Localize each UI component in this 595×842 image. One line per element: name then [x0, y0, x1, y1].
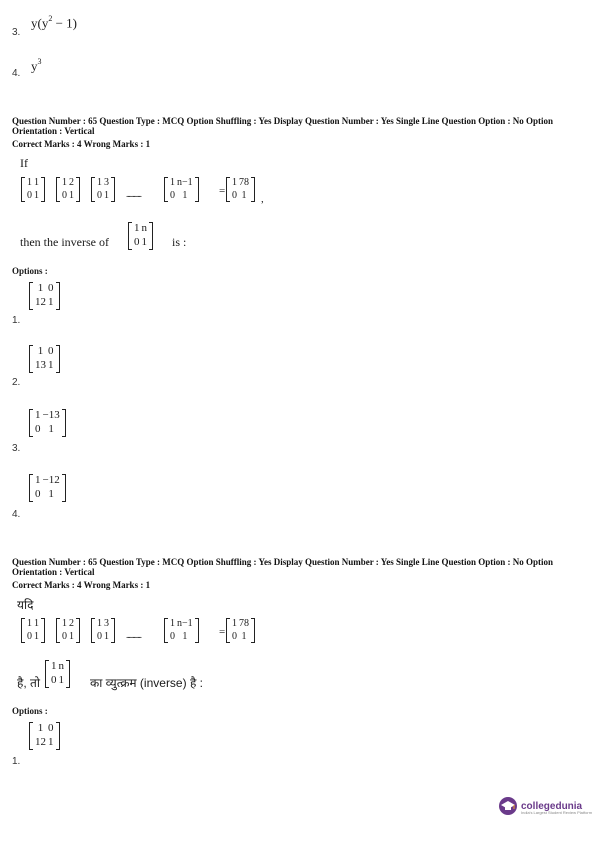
matrix	[128, 222, 153, 250]
matrix-bracket	[56, 282, 60, 310]
question-header: Question Number : 65 Question Type : MCQ Option Shuffling : Yes Display Question Number : Yes Single Line Question Option : No Option Orientation : Vertical	[12, 557, 553, 577]
matrix-entry: 1	[97, 177, 102, 188]
question-marks: Correct Marks : 4 Wrong Marks : 1	[12, 580, 151, 590]
matrix-entry: 12	[35, 735, 46, 748]
matrix-entry: 0	[48, 722, 54, 734]
matrix-bracket	[128, 222, 132, 250]
matrix-entry: 1	[69, 630, 74, 642]
option-matrix	[29, 722, 60, 750]
matrix-entry: 1	[62, 618, 67, 629]
matrix-bracket	[76, 177, 80, 202]
matrix-entry: 3	[104, 177, 109, 188]
matrix-entry: −13	[42, 409, 60, 421]
matrix-bracket	[56, 345, 60, 373]
matrix-bracket	[62, 474, 66, 502]
matrix-entry: 0	[35, 422, 41, 435]
matrix-entry: 1	[35, 409, 41, 421]
matrix-entry: 1	[241, 189, 247, 201]
comma: ,	[261, 193, 264, 205]
matrix-entry: 1	[34, 189, 39, 201]
matrix-entry: 1	[170, 177, 175, 188]
matrix-bracket	[91, 618, 95, 643]
question-if-text: यदि	[17, 598, 34, 612]
matrix-entry: 0	[97, 189, 102, 201]
matrix	[45, 660, 70, 688]
matrix-entry: 1	[48, 358, 54, 371]
matrix	[226, 618, 255, 643]
matrix-bracket	[62, 409, 66, 437]
matrix-bracket	[195, 618, 199, 643]
matrix-entry: 1	[37, 722, 44, 734]
matrix-entry: 0	[27, 189, 32, 201]
option-number: 1.	[12, 756, 21, 767]
matrix-bracket	[45, 660, 49, 688]
matrix-entry: 0	[35, 487, 41, 500]
matrix-bracket	[41, 177, 45, 202]
equals-sign: =	[219, 185, 226, 197]
matrix-entry: 1	[141, 235, 147, 248]
ellipsis: ............	[126, 630, 141, 640]
matrix-entry: 0	[48, 282, 54, 294]
matrix-entry: 0	[134, 235, 140, 248]
matrix-bracket	[111, 177, 115, 202]
option-matrix	[29, 474, 66, 502]
matrix-entry: 3	[104, 618, 109, 629]
matrix-entry: 1	[34, 177, 39, 188]
matrix	[56, 177, 80, 202]
matrix-entry: 1	[27, 177, 32, 188]
matrix-entry: 1	[62, 177, 67, 188]
matrix-bracket	[76, 618, 80, 643]
matrix-entry: n	[58, 660, 64, 672]
matrix-entry: 0	[232, 189, 237, 201]
matrix	[21, 618, 45, 643]
matrix-entry: 0	[232, 630, 237, 642]
matrix-entry: 0	[62, 189, 67, 201]
matrix-entry: 1	[241, 630, 247, 642]
matrix-entry: n	[141, 222, 147, 234]
matrix-bracket	[29, 474, 33, 502]
matrix-entry: 1	[34, 630, 39, 642]
matrix-entry: 78	[239, 177, 249, 188]
matrix-entry: 1	[48, 735, 54, 748]
matrix-entry: n−1	[177, 618, 193, 629]
matrix-entry: 1	[104, 189, 109, 201]
matrix-entry: 0	[97, 630, 102, 642]
option-number: 4.	[12, 509, 21, 520]
matrix-bracket	[66, 660, 70, 688]
option-expression: $y^3$	[31, 57, 42, 74]
matrix-bracket	[41, 618, 45, 643]
option-number: 1.	[12, 315, 21, 326]
matrix-entry: 1	[182, 630, 188, 642]
option-matrix	[29, 409, 66, 437]
matrix-entry: 0	[27, 630, 32, 642]
matrix	[21, 177, 45, 202]
matrix-entry: −12	[42, 474, 60, 486]
question-header: Question Number : 65 Question Type : MCQ Option Shuffling : Yes Display Question Number : Yes Single Line Question Option : No Option Orientation : Vertical	[12, 116, 553, 136]
matrix-bracket	[29, 722, 33, 750]
matrix-entry: 1	[35, 474, 41, 486]
brand-logo	[498, 796, 593, 816]
matrix-bracket	[91, 177, 95, 202]
matrix-bracket	[21, 177, 25, 202]
matrix-entry: 1	[48, 487, 54, 500]
matrix-bracket	[29, 345, 33, 373]
matrix-entry: 0	[170, 630, 175, 642]
matrix-entry: 1	[97, 618, 102, 629]
option-number: 3.	[12, 443, 21, 454]
matrix-entry: 2	[69, 618, 74, 629]
equals-sign: =	[219, 626, 226, 638]
matrix-entry: 1	[37, 345, 44, 357]
matrix-bracket	[21, 618, 25, 643]
question-marks: Correct Marks : 4 Wrong Marks : 1	[12, 139, 151, 149]
matrix-entry: 1	[182, 189, 188, 201]
question-if-text: If	[20, 156, 28, 170]
question-is-text: is :	[172, 235, 187, 249]
question-then-text: है, तो	[17, 676, 40, 690]
matrix	[56, 618, 80, 643]
option-expression: $y(y^2 - 1)$	[31, 14, 78, 31]
question-inverse-text: का व्युत्क्रम (inverse) है :	[90, 676, 203, 690]
matrix-entry: 1	[51, 660, 57, 672]
option-matrix	[29, 282, 60, 310]
matrix-bracket	[164, 618, 168, 643]
matrix-bracket	[56, 618, 60, 643]
brand-name: collegedunia	[521, 800, 583, 812]
options-label: Options :	[12, 706, 48, 716]
matrix-bracket	[149, 222, 153, 250]
matrix-entry: 1	[48, 422, 54, 435]
matrix-entry: 1	[69, 189, 74, 201]
matrix-entry: 1	[58, 673, 64, 686]
matrix-entry: 0	[48, 345, 54, 357]
matrix-entry: 0	[51, 673, 57, 686]
matrix-entry: 1	[48, 295, 54, 308]
option-matrix	[29, 345, 60, 373]
matrix-entry: 1	[232, 618, 237, 629]
matrix-entry: 1	[104, 630, 109, 642]
options-label: Options :	[12, 266, 48, 276]
matrix-entry: 0	[62, 630, 67, 642]
matrix-entry: 1	[232, 177, 237, 188]
matrix-entry: 1	[34, 618, 39, 629]
matrix-bracket	[195, 177, 199, 202]
matrix-bracket	[56, 722, 60, 750]
matrix-bracket	[251, 177, 255, 202]
matrix-bracket	[226, 618, 230, 643]
matrix-entry: 13	[35, 358, 46, 371]
option-number: 3.	[12, 27, 21, 38]
matrix	[226, 177, 255, 202]
matrix	[91, 618, 115, 643]
matrix-bracket	[226, 177, 230, 202]
matrix-entry: 1	[170, 618, 175, 629]
option-number: 4.	[12, 68, 21, 79]
matrix-entry: 1	[37, 282, 44, 294]
graduation-cap-icon	[498, 796, 518, 816]
matrix	[164, 618, 199, 643]
question-then-text: then the inverse of	[20, 235, 109, 249]
matrix-bracket	[29, 409, 33, 437]
matrix-entry: n−1	[177, 177, 193, 188]
matrix-bracket	[56, 177, 60, 202]
matrix-entry: 2	[69, 177, 74, 188]
matrix-entry: 0	[170, 189, 175, 201]
matrix-bracket	[111, 618, 115, 643]
matrix	[91, 177, 115, 202]
matrix	[164, 177, 199, 202]
matrix-entry: 78	[239, 618, 249, 629]
brand-tagline: India's Largest Student Review Platform	[521, 810, 593, 815]
matrix-entry: 1	[27, 618, 32, 629]
matrix-entry: 1	[134, 222, 140, 234]
matrix-bracket	[164, 177, 168, 202]
option-number: 2.	[12, 377, 21, 388]
matrix-bracket	[251, 618, 255, 643]
matrix-bracket	[29, 282, 33, 310]
ellipsis: ............	[126, 189, 141, 199]
matrix-entry: 12	[35, 295, 46, 308]
